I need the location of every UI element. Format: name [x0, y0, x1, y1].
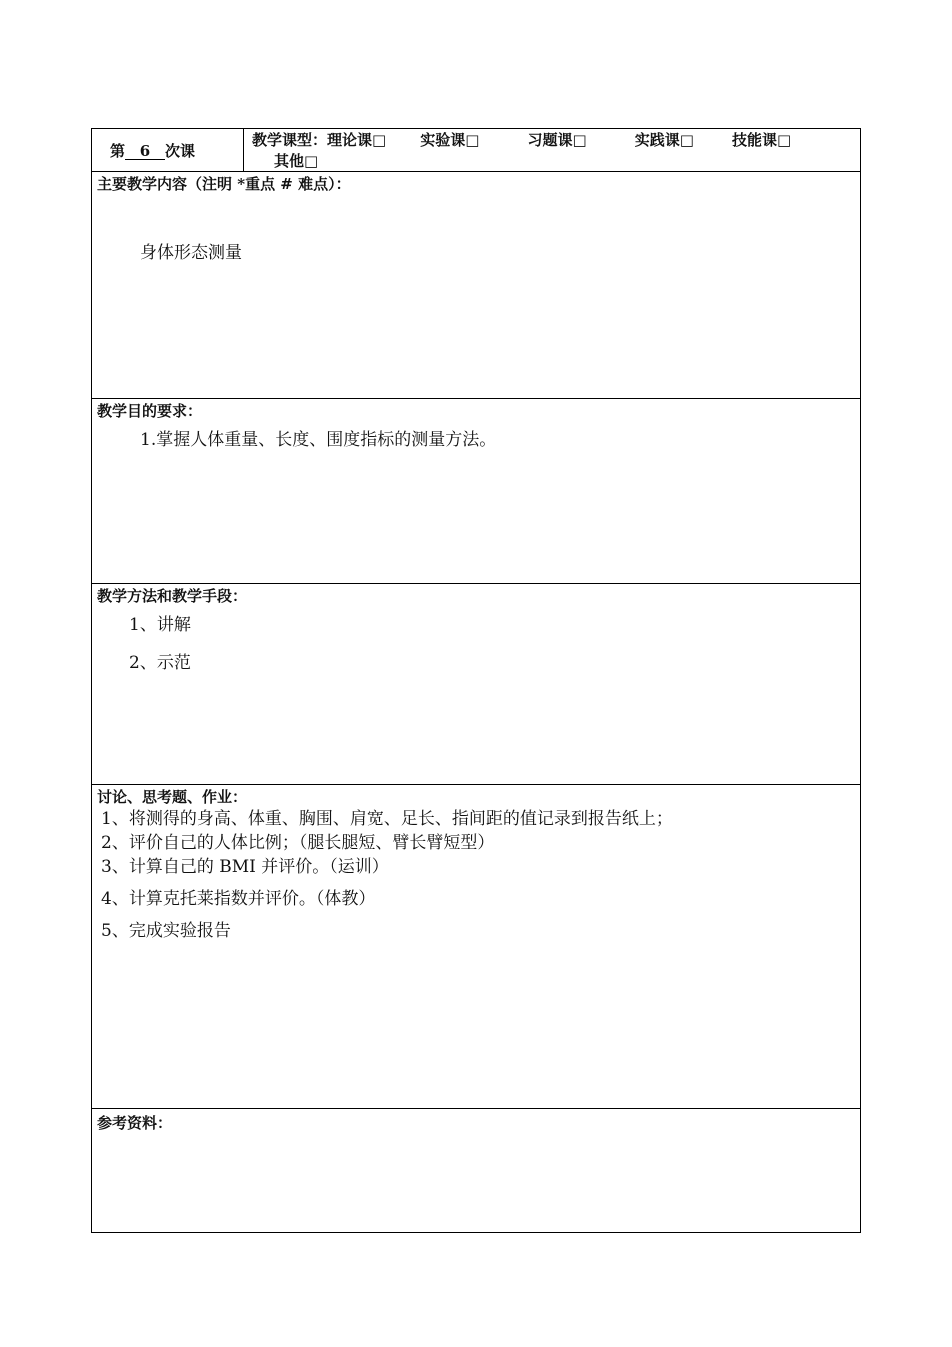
type-experiment: 实验课□ [420, 131, 480, 149]
lesson-type-cell [244, 129, 861, 172]
content-cell [92, 172, 861, 399]
discussion-item: 2、评价自己的人体比例；（腿长腿短、臂长臂短型） [101, 833, 495, 853]
lesson-plan-table [91, 128, 861, 1233]
checkbox-icon[interactable]: □ [304, 152, 319, 170]
lesson-number-cell [92, 129, 244, 172]
objectives-title: 教学目的要求： [97, 402, 203, 420]
objectives-row [92, 399, 861, 584]
references-title: 参考资料： [97, 1114, 173, 1132]
lesson-number: 6 [125, 143, 165, 160]
discussion-row [92, 785, 861, 1109]
method-item: 1、讲解 [129, 615, 191, 635]
references-row [92, 1109, 861, 1233]
discussion-item: 5、完成实验报告 [101, 921, 231, 941]
method-item: 2、示范 [129, 653, 191, 673]
methods-title: 教学方法和教学手段： [97, 587, 248, 605]
content-body: 身体形态测量 [140, 243, 242, 263]
objectives-cell [92, 399, 861, 584]
lesson-suffix: 次课 [165, 141, 196, 160]
objective-item: 1.掌握人体重量、长度、围度指标的测量方法。 [140, 430, 497, 450]
checkbox-icon[interactable]: □ [679, 131, 694, 149]
header-row [92, 129, 861, 172]
methods-cell [92, 584, 861, 785]
discussion-item: 3、计算自己的 BMI 并评价。（运训） [101, 857, 389, 877]
lesson-plan-sheet [91, 128, 861, 1233]
discussion-item: 4、计算克托莱指数并评价。（体教） [101, 889, 376, 909]
checkbox-icon[interactable]: □ [572, 131, 587, 149]
type-skill: 技能课□ [731, 131, 792, 149]
checkbox-icon[interactable]: □ [372, 131, 387, 149]
discussion-list [92, 807, 860, 943]
content-row [92, 172, 861, 399]
checkbox-icon[interactable]: □ [776, 131, 792, 149]
discussion-cell [92, 785, 861, 1109]
lesson-type-label: 教学课型： [252, 131, 328, 149]
type-exercise: 习题课□ [527, 131, 587, 149]
content-title: 主要教学内容（注明 *重点 # 难点）： [97, 175, 351, 193]
references-cell [92, 1109, 861, 1233]
methods-row [92, 584, 861, 785]
discussion-title: 讨论、思考题、作业： [97, 788, 248, 806]
type-practice: 实践课□ [634, 131, 694, 149]
discussion-item: 1、将测得的身高、体重、胸围、肩宽、足长、指间距的值记录到报告纸上； [101, 809, 673, 829]
type-other: 其他□ [274, 152, 319, 170]
lesson-prefix: 第 [110, 141, 126, 160]
type-theory: 理论课□ [327, 131, 387, 149]
checkbox-icon[interactable]: □ [465, 131, 480, 149]
